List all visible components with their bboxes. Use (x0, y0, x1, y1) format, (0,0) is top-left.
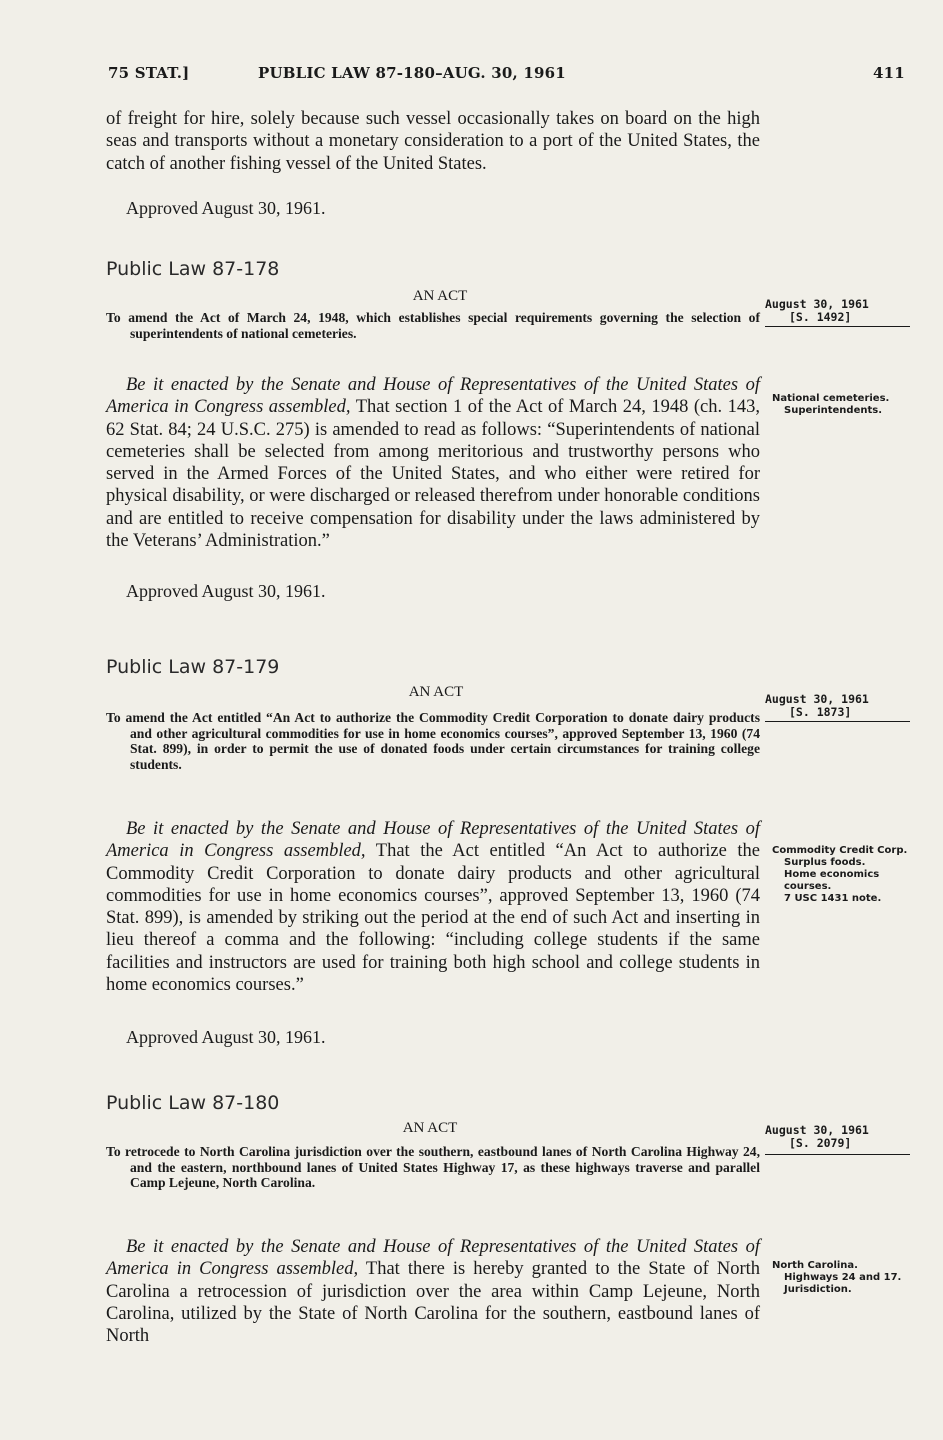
law-body-text: That there is hereby granted to the State of North Carolina a retrocession of jurisdiction over the area within Camp Lejeune, North Carolina, utilized by the State of North Carolina for the southern, eastbound lanes of North (106, 1259, 760, 1347)
law-title-87-180 (106, 1144, 760, 1191)
law-title-text: To amend the Act entitled “An Act to authorize the Commodity Credit Corporation to donate dairy products and other agricultural commodities for use in home economics courses”, approved September 13, 1960 (74 Stat. 899), in order to permit the use of donated foods under certain circumstances for training college students. (106, 710, 760, 772)
enacting-clause: Be it enacted by the Senate and House of Representatives of the United States of America in Congress assembled, (106, 1237, 760, 1280)
side-note-item: Highways 24 and 17. (784, 1272, 902, 1283)
law-label-87-178: Public Law 87-178 (106, 258, 280, 280)
an-act-heading: AN ACT (402, 1120, 458, 1136)
margin-rule (765, 326, 910, 327)
law-title-87-178 (106, 310, 760, 341)
bill-number: [S. 2079] (789, 1136, 852, 1150)
approval-date: August 30, 1961 (765, 297, 869, 311)
law-body-text: That the Act entitled “An Act to authorize the Commodity Credit Corporation to donate dairy products and other agricultural commodities for use in home economics courses”, approved September 13, 1960 (74 Stat. 899), is amended by striking out the period at the end of such Act and inserting in lieu thereof a comma and the following: “including college students if the same facilities and instructors are used for training both high school and college students in home economics courses.” (106, 841, 760, 996)
side-note-item: Superintendents. (784, 405, 883, 416)
law-body-paragraph (106, 818, 760, 996)
law-label-87-179: Public Law 87-179 (106, 656, 280, 678)
side-note-87-178 (772, 393, 912, 417)
side-note-item: Surplus foods. (784, 857, 866, 868)
law-body-paragraph (106, 374, 760, 552)
bill-number: [S. 1492] (789, 310, 852, 324)
approval-date: August 30, 1961 (765, 692, 869, 706)
an-act-heading: AN ACT (408, 684, 464, 700)
side-note-item: Jurisdiction. (784, 1284, 852, 1295)
margin-date-87-179 (765, 693, 910, 719)
margin-rule (765, 1154, 910, 1155)
law-label-87-180: Public Law 87-180 (106, 1092, 280, 1114)
law-body-text: That section 1 of the Act of March 24, 1948 (ch. 143, 62 Stat. 84; 24 U.S.C. 275) is amended to read as follows: “Superintendents of national cemeteries shall be selected from among meritorious and trustworthy persons who served in the Armed Forces of the United States, and who either were retired for physical disability, or were discharged or released therefrom under honorable conditions and are entitled to receive compensation for disability under the laws administered by the Veterans’ Administration.” (106, 397, 760, 552)
side-note-87-180 (772, 1260, 912, 1296)
continuation-text: of freight for hire, solely because such vessel occasionally takes on board on the high seas and transports without a monetary consideration to a port of the United States, the catch of another fishing vessel of the United States. (106, 109, 760, 174)
law-body-paragraph (106, 1236, 760, 1347)
law-approved-87-179: Approved August 30, 1961. (126, 1027, 326, 1047)
side-note-item: National cemeteries. (772, 393, 890, 404)
margin-rule (765, 721, 910, 722)
header-volume: 75 STAT.] (108, 64, 190, 82)
continuation-approved: Approved August 30, 1961. (126, 198, 326, 218)
bill-number: [S. 1873] (789, 705, 852, 719)
side-note-87-179 (772, 845, 912, 905)
side-note-item: Home economics courses. (784, 869, 880, 892)
an-act-heading: AN ACT (412, 288, 468, 304)
page-number: 411 (873, 64, 905, 82)
enacting-clause: Be it enacted by the Senate and House of Representatives of the United States of America in Congress assembled, (106, 375, 760, 418)
enacting-clause: Be it enacted by the Senate and House of Representatives of the United States of America in Congress assembled, (106, 819, 760, 862)
law-approved-87-178: Approved August 30, 1961. (126, 581, 326, 601)
law-title-text: To amend the Act of March 24, 1948, which establishes special requirements governing the selection of superintendents of national cemeteries. (106, 310, 760, 341)
margin-date-87-180 (765, 1124, 910, 1150)
law-title-87-179 (106, 710, 760, 772)
law-body-87-179 (106, 818, 760, 996)
law-title-text: To retrocede to North Carolina jurisdiction over the southern, eastbound lanes of North Carolina Highway 24, and the eastern, northbound lanes of United States Highway 17, as these highways traverse and parallel Camp Lejeune, North Carolina. (106, 1144, 760, 1191)
side-note-item: North Carolina. (772, 1260, 858, 1271)
approval-date: August 30, 1961 (765, 1123, 869, 1137)
side-note-item: 7 USC 1431 note. (784, 893, 882, 904)
margin-date-87-178 (765, 298, 910, 324)
side-note-item: Commodity Credit Corp. (772, 845, 908, 856)
header-title: PUBLIC LAW 87-180–AUG. 30, 1961 (258, 64, 566, 82)
law-body-87-180 (106, 1236, 760, 1347)
law-body-87-178 (106, 374, 760, 552)
continuation-paragraph (106, 108, 760, 175)
